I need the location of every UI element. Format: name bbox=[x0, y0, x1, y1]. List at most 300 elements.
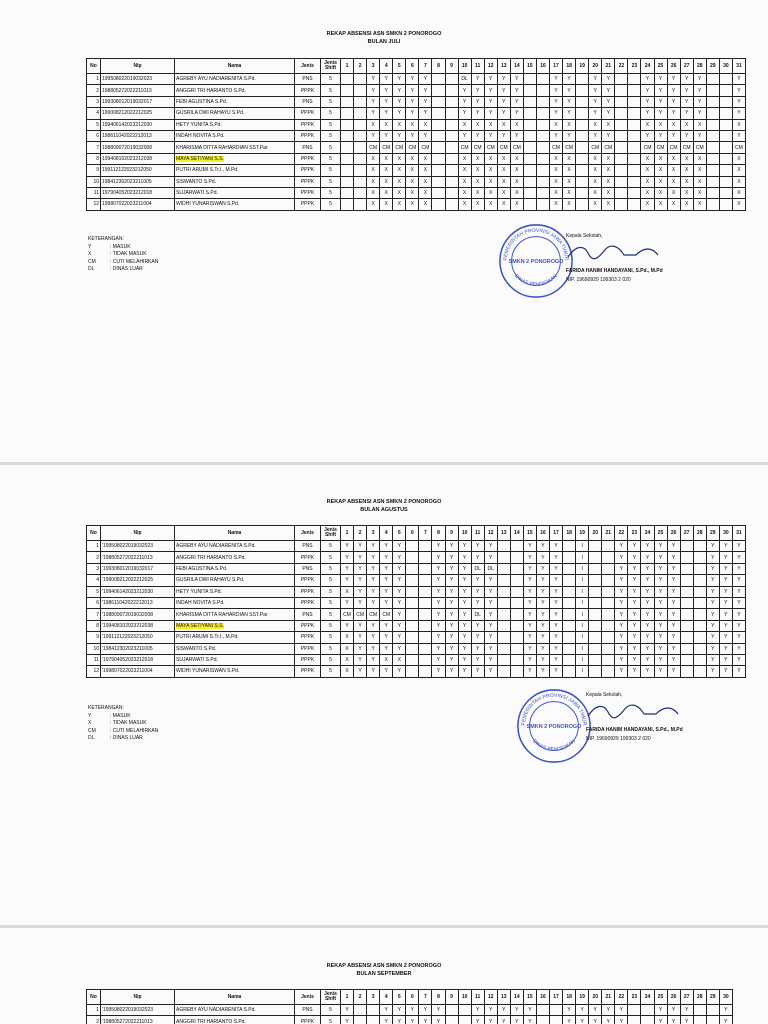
cell-day: Y bbox=[510, 1016, 523, 1024]
cell-day: X bbox=[484, 187, 497, 198]
cell-jenis: PPPK bbox=[295, 586, 321, 597]
cell-day: Y bbox=[680, 85, 693, 96]
cell-no: 7 bbox=[87, 142, 101, 153]
cell-day bbox=[550, 1016, 563, 1024]
cell-day: X bbox=[458, 165, 471, 176]
cell-day: CM bbox=[354, 609, 367, 620]
cell-nama bbox=[175, 176, 295, 187]
header-jenis: Jenis bbox=[295, 59, 321, 74]
header-day: 2 bbox=[354, 526, 367, 541]
cell-nama bbox=[175, 541, 295, 552]
cell-day bbox=[341, 130, 354, 141]
header-day: 25 bbox=[654, 59, 667, 74]
cell-day: Y bbox=[484, 643, 497, 654]
cell-day: X bbox=[693, 187, 706, 198]
cell-day: Y bbox=[732, 130, 745, 141]
cell-shift: 5 bbox=[321, 119, 341, 130]
cell-day bbox=[628, 142, 641, 153]
cell-day: Y bbox=[471, 632, 484, 643]
employee-name: HETY YUNITA S.Pd. bbox=[176, 121, 222, 128]
cell-day: Y bbox=[341, 620, 354, 631]
header-day: 16 bbox=[536, 990, 549, 1005]
cell-day: X bbox=[393, 199, 406, 210]
cell-day: X bbox=[471, 176, 484, 187]
cell-day: X bbox=[341, 654, 354, 665]
cell-day bbox=[510, 609, 523, 620]
table-row bbox=[87, 199, 746, 210]
cell-day bbox=[576, 199, 589, 210]
cell-nama bbox=[175, 165, 295, 176]
header-day: 20 bbox=[589, 990, 602, 1005]
cell-day bbox=[432, 199, 445, 210]
header-no: No bbox=[87, 59, 101, 74]
cell-day bbox=[406, 552, 419, 563]
cell-day bbox=[719, 108, 732, 119]
cell-day: Y bbox=[471, 541, 484, 552]
cell-no: 3 bbox=[87, 96, 101, 107]
cell-day: Y bbox=[550, 654, 563, 665]
cell-day: Y bbox=[458, 643, 471, 654]
cell-day: Y bbox=[628, 563, 641, 574]
legend-item bbox=[88, 735, 158, 743]
table-row bbox=[87, 153, 746, 164]
employee-name: WIDHI YUNARISWAN S.Pd. bbox=[176, 668, 240, 675]
employee-name: INDAH NOVITA S.Pd. bbox=[176, 600, 225, 607]
cell-nama bbox=[175, 632, 295, 643]
cell-shift: 5 bbox=[321, 142, 341, 153]
cell-day: Y bbox=[380, 666, 393, 677]
cell-day: Y bbox=[641, 666, 654, 677]
cell-day bbox=[693, 632, 706, 643]
cell-day bbox=[706, 176, 719, 187]
cell-day: Y bbox=[393, 609, 406, 620]
cell-day: Y bbox=[432, 620, 445, 631]
cell-day bbox=[445, 108, 458, 119]
header-day: 22 bbox=[615, 526, 628, 541]
cell-day bbox=[536, 130, 549, 141]
cell-day bbox=[497, 575, 510, 586]
header-day: 2 bbox=[354, 59, 367, 74]
cell-day bbox=[563, 563, 576, 574]
cell-day bbox=[419, 609, 432, 620]
cell-day bbox=[523, 142, 536, 153]
cell-day: Y bbox=[367, 541, 380, 552]
cell-day: X bbox=[484, 199, 497, 210]
legend-key: CM bbox=[88, 258, 96, 265]
cell-day: Y bbox=[732, 563, 745, 574]
cell-day: Y bbox=[641, 575, 654, 586]
cell-day: X bbox=[550, 153, 563, 164]
cell-day bbox=[523, 199, 536, 210]
cell-day: Y bbox=[354, 620, 367, 631]
cell-day bbox=[406, 609, 419, 620]
header-day: 1 bbox=[341, 990, 354, 1005]
cell-day bbox=[680, 575, 693, 586]
cell-day bbox=[497, 620, 510, 631]
cell-day: Y bbox=[471, 108, 484, 119]
cell-day: I bbox=[576, 643, 589, 654]
cell-shift: 5 bbox=[321, 632, 341, 643]
cell-shift: 5 bbox=[321, 620, 341, 631]
cell-day: CM bbox=[563, 142, 576, 153]
cell-day bbox=[523, 96, 536, 107]
cell-day bbox=[602, 666, 615, 677]
cell-day bbox=[536, 1016, 549, 1024]
cell-day: Y bbox=[367, 108, 380, 119]
cell-day: X bbox=[654, 176, 667, 187]
cell-day: X bbox=[693, 165, 706, 176]
cell-day: X bbox=[563, 165, 576, 176]
cell-day: Y bbox=[536, 643, 549, 654]
cell-day bbox=[341, 119, 354, 130]
cell-day: Y bbox=[667, 74, 680, 85]
cell-day bbox=[419, 541, 432, 552]
header-day: 8 bbox=[432, 526, 445, 541]
cell-day: X bbox=[602, 187, 615, 198]
cell-day bbox=[536, 119, 549, 130]
cell-day bbox=[719, 96, 732, 107]
header-day: 3 bbox=[367, 526, 380, 541]
header-jenis: Jenis bbox=[295, 526, 321, 541]
cell-day bbox=[445, 130, 458, 141]
cell-day: Y bbox=[523, 552, 536, 563]
cell-day: X bbox=[510, 165, 523, 176]
table-row bbox=[87, 620, 746, 631]
cell-day bbox=[341, 176, 354, 187]
cell-jenis: PPPK bbox=[295, 130, 321, 141]
cell-day: Y bbox=[680, 74, 693, 85]
cell-shift: 5 bbox=[321, 130, 341, 141]
legend-item bbox=[88, 251, 158, 259]
cell-day bbox=[341, 108, 354, 119]
cell-nama bbox=[175, 620, 295, 631]
cell-day: Y bbox=[667, 597, 680, 608]
cell-nama bbox=[175, 563, 295, 574]
header-day: 18 bbox=[563, 526, 576, 541]
cell-day bbox=[432, 142, 445, 153]
cell-day: Y bbox=[536, 654, 549, 665]
cell-day: CM bbox=[380, 142, 393, 153]
cell-day bbox=[706, 119, 719, 130]
cell-nama bbox=[175, 586, 295, 597]
legend-key: X bbox=[88, 251, 92, 257]
cell-day: Y bbox=[341, 575, 354, 586]
cell-day bbox=[589, 609, 602, 620]
legend-item bbox=[88, 728, 158, 736]
cell-day bbox=[523, 187, 536, 198]
header-day: 22 bbox=[615, 59, 628, 74]
cell-day: Y bbox=[497, 108, 510, 119]
cell-nip: 199112122023212050 bbox=[101, 165, 175, 176]
cell-day: Y bbox=[550, 643, 563, 654]
cell-day: Y bbox=[471, 74, 484, 85]
cell-shift: 5 bbox=[321, 187, 341, 198]
cell-day bbox=[432, 85, 445, 96]
cell-day: X bbox=[484, 165, 497, 176]
cell-day bbox=[510, 597, 523, 608]
cell-day: Y bbox=[367, 130, 380, 141]
cell-day: X bbox=[380, 119, 393, 130]
cell-day: Y bbox=[419, 130, 432, 141]
cell-day bbox=[563, 632, 576, 643]
sheet-title bbox=[0, 498, 768, 514]
legend-value: : MASUK bbox=[110, 243, 131, 250]
cell-nama bbox=[175, 119, 295, 130]
header-day: 28 bbox=[693, 59, 706, 74]
cell-day: Y bbox=[432, 563, 445, 574]
table-row bbox=[87, 1005, 733, 1016]
cell-day: CM bbox=[380, 609, 393, 620]
cell-day: Y bbox=[615, 643, 628, 654]
header-day: 9 bbox=[445, 59, 458, 74]
cell-day bbox=[497, 654, 510, 665]
cell-day: Y bbox=[615, 563, 628, 574]
cell-day bbox=[680, 552, 693, 563]
header-day: 25 bbox=[654, 526, 667, 541]
cell-day bbox=[497, 552, 510, 563]
cell-day: Y bbox=[419, 74, 432, 85]
cell-day: Y bbox=[680, 1016, 693, 1024]
cell-day: X bbox=[393, 176, 406, 187]
cell-day: X bbox=[680, 165, 693, 176]
cell-day bbox=[536, 176, 549, 187]
cell-day: Y bbox=[419, 1005, 432, 1016]
cell-day: Y bbox=[654, 96, 667, 107]
cell-nip: '198611042022212013 bbox=[101, 597, 175, 608]
table-row bbox=[87, 130, 746, 141]
month-label: BULAN AGUSTUS bbox=[360, 507, 408, 513]
header-day: 17 bbox=[550, 990, 563, 1005]
cell-day: Y bbox=[693, 96, 706, 107]
stamp-bottom-text-path: DINAS PENDIDIKAN bbox=[531, 738, 577, 753]
cell-day: Y bbox=[458, 96, 471, 107]
cell-day: X bbox=[341, 666, 354, 677]
cell-day bbox=[628, 96, 641, 107]
cell-day bbox=[602, 609, 615, 620]
cell-day: Y bbox=[654, 85, 667, 96]
table-row bbox=[87, 108, 746, 119]
cell-day: Y bbox=[615, 632, 628, 643]
cell-day: Y bbox=[458, 575, 471, 586]
cell-nama bbox=[175, 153, 295, 164]
cell-day: CM bbox=[471, 142, 484, 153]
cell-day: X bbox=[367, 187, 380, 198]
header-day: 9 bbox=[445, 526, 458, 541]
cell-day: Y bbox=[523, 620, 536, 631]
cell-day: Y bbox=[550, 575, 563, 586]
cell-day: Y bbox=[393, 74, 406, 85]
cell-day: I bbox=[576, 563, 589, 574]
cell-day: X bbox=[589, 119, 602, 130]
employee-name: MAYA SETIYANI S.S. bbox=[176, 155, 224, 162]
cell-day bbox=[341, 96, 354, 107]
cell-jenis: PPPK bbox=[295, 643, 321, 654]
cell-day: CM bbox=[367, 142, 380, 153]
cell-day: Y bbox=[406, 130, 419, 141]
cell-day: Y bbox=[563, 1016, 576, 1024]
cell-day: Y bbox=[628, 643, 641, 654]
cell-day: Y bbox=[563, 130, 576, 141]
cell-day: Y bbox=[445, 563, 458, 574]
cell-day: Y bbox=[406, 1016, 419, 1024]
header-jenis: Jenis bbox=[295, 990, 321, 1005]
cell-day: Y bbox=[445, 643, 458, 654]
cell-day bbox=[497, 563, 510, 574]
cell-day bbox=[615, 165, 628, 176]
header-day: 13 bbox=[497, 59, 510, 74]
signature-name: FARIDA HANIM HANDAYANI, S.Pd., M.Pd bbox=[566, 268, 663, 274]
employee-name: AGREBY AYU NADIARENITA S.Pd. bbox=[176, 76, 256, 83]
cell-day bbox=[354, 74, 367, 85]
header-day: 11 bbox=[471, 990, 484, 1005]
cell-day: Y bbox=[732, 96, 745, 107]
cell-day bbox=[354, 165, 367, 176]
cell-day: Y bbox=[458, 563, 471, 574]
cell-day: X bbox=[393, 187, 406, 198]
cell-day: Y bbox=[458, 632, 471, 643]
cell-day: X bbox=[484, 119, 497, 130]
cell-day: X bbox=[419, 165, 432, 176]
cell-no: 11 bbox=[87, 187, 101, 198]
cell-day: Y bbox=[719, 609, 732, 620]
cell-day bbox=[693, 609, 706, 620]
sheet-title bbox=[0, 962, 768, 978]
cell-day: Y bbox=[719, 654, 732, 665]
cell-jenis: PPPK bbox=[295, 108, 321, 119]
cell-day: X bbox=[641, 176, 654, 187]
cell-day: X bbox=[380, 165, 393, 176]
cell-day: Y bbox=[654, 1005, 667, 1016]
cell-day: CM bbox=[693, 142, 706, 153]
cell-nip: 198611042022212013 bbox=[101, 130, 175, 141]
cell-day: X bbox=[341, 632, 354, 643]
cell-day: Y bbox=[419, 1016, 432, 1024]
header-day: 28 bbox=[693, 990, 706, 1005]
cell-jenis: PPPK bbox=[295, 85, 321, 96]
cell-nip: 199308012019032017 bbox=[101, 96, 175, 107]
cell-day: Y bbox=[602, 1016, 615, 1024]
cell-nip: '198805272022211013 bbox=[101, 1016, 175, 1024]
cell-day: Y bbox=[550, 74, 563, 85]
cell-day: Y bbox=[419, 85, 432, 96]
cell-day: Y bbox=[471, 654, 484, 665]
header-day: 6 bbox=[406, 526, 419, 541]
cell-day: Y bbox=[341, 597, 354, 608]
cell-day: Y bbox=[510, 74, 523, 85]
legend-item bbox=[88, 720, 158, 728]
table-row bbox=[87, 541, 746, 552]
cell-day: Y bbox=[432, 1005, 445, 1016]
cell-day: Y bbox=[628, 632, 641, 643]
cell-day: I bbox=[576, 632, 589, 643]
cell-day: Y bbox=[667, 563, 680, 574]
cell-day: X bbox=[406, 153, 419, 164]
cell-day bbox=[576, 130, 589, 141]
cell-day: Y bbox=[471, 1005, 484, 1016]
cell-day bbox=[563, 654, 576, 665]
header-day: 14 bbox=[510, 990, 523, 1005]
cell-day: Y bbox=[380, 552, 393, 563]
cell-day: X bbox=[667, 165, 680, 176]
cell-day bbox=[693, 666, 706, 677]
cell-day: Y bbox=[341, 541, 354, 552]
cell-no: 5 bbox=[87, 586, 101, 597]
cell-day: Y bbox=[615, 1016, 628, 1024]
employee-name: GUSRILA DWI RAHAYU S.Pd. bbox=[176, 577, 245, 584]
header-day: 29 bbox=[706, 990, 719, 1005]
cell-day: Y bbox=[484, 108, 497, 119]
header-day: 10 bbox=[458, 59, 471, 74]
cell-nip: 199406142023212030 bbox=[101, 119, 175, 130]
cell-day: Y bbox=[667, 108, 680, 119]
cell-day: X bbox=[510, 187, 523, 198]
cell-day: Y bbox=[523, 597, 536, 608]
cell-day: Y bbox=[628, 541, 641, 552]
cell-day: Y bbox=[419, 96, 432, 107]
cell-day bbox=[497, 643, 510, 654]
cell-day: Y bbox=[341, 1005, 354, 1016]
cell-day: Y bbox=[641, 130, 654, 141]
cell-day: Y bbox=[667, 130, 680, 141]
cell-day: Y bbox=[706, 643, 719, 654]
cell-day: Y bbox=[432, 643, 445, 654]
cell-nama bbox=[175, 108, 295, 119]
cell-day bbox=[706, 165, 719, 176]
cell-day: Y bbox=[706, 620, 719, 631]
cell-day: Y bbox=[693, 130, 706, 141]
header-shift: Jenis Shift bbox=[321, 526, 341, 541]
legend-value: : CUTI MELAHIRKAN bbox=[110, 258, 159, 265]
cell-day: X bbox=[497, 199, 510, 210]
cell-shift: 5 bbox=[321, 1005, 341, 1016]
cell-day: X bbox=[393, 165, 406, 176]
cell-day: X bbox=[458, 187, 471, 198]
header-day: 6 bbox=[406, 59, 419, 74]
cell-day: Y bbox=[654, 586, 667, 597]
cell-day: Y bbox=[536, 541, 549, 552]
cell-day: Y bbox=[654, 666, 667, 677]
cell-day: Y bbox=[380, 74, 393, 85]
cell-day: Y bbox=[667, 541, 680, 552]
cell-day: X bbox=[641, 187, 654, 198]
cell-day: Y bbox=[654, 632, 667, 643]
cell-day bbox=[576, 96, 589, 107]
cell-day: X bbox=[641, 119, 654, 130]
cell-day: Y bbox=[354, 666, 367, 677]
signature-role: Kepala Sekolah, bbox=[566, 233, 603, 239]
cell-day: Y bbox=[550, 563, 563, 574]
cell-day bbox=[563, 609, 576, 620]
cell-day: Y bbox=[732, 654, 745, 665]
cell-day: Y bbox=[445, 654, 458, 665]
header-nama: Nama bbox=[175, 990, 295, 1005]
cell-day: I bbox=[576, 575, 589, 586]
legend-item bbox=[88, 259, 158, 267]
employee-name: WIDHI YUNARISWAN S.Pd. bbox=[176, 201, 240, 208]
cell-day: Y bbox=[602, 1005, 615, 1016]
cell-day bbox=[576, 142, 589, 153]
employee-name: SUJARWATI S.Pd. bbox=[176, 190, 218, 197]
cell-day: Y bbox=[654, 552, 667, 563]
cell-day bbox=[615, 153, 628, 164]
cell-day: X bbox=[367, 199, 380, 210]
cell-day: Y bbox=[536, 563, 549, 574]
cell-day: Y bbox=[732, 85, 745, 96]
table-row bbox=[87, 609, 746, 620]
cell-day: X bbox=[510, 199, 523, 210]
cell-day: X bbox=[458, 119, 471, 130]
cell-day bbox=[576, 74, 589, 85]
